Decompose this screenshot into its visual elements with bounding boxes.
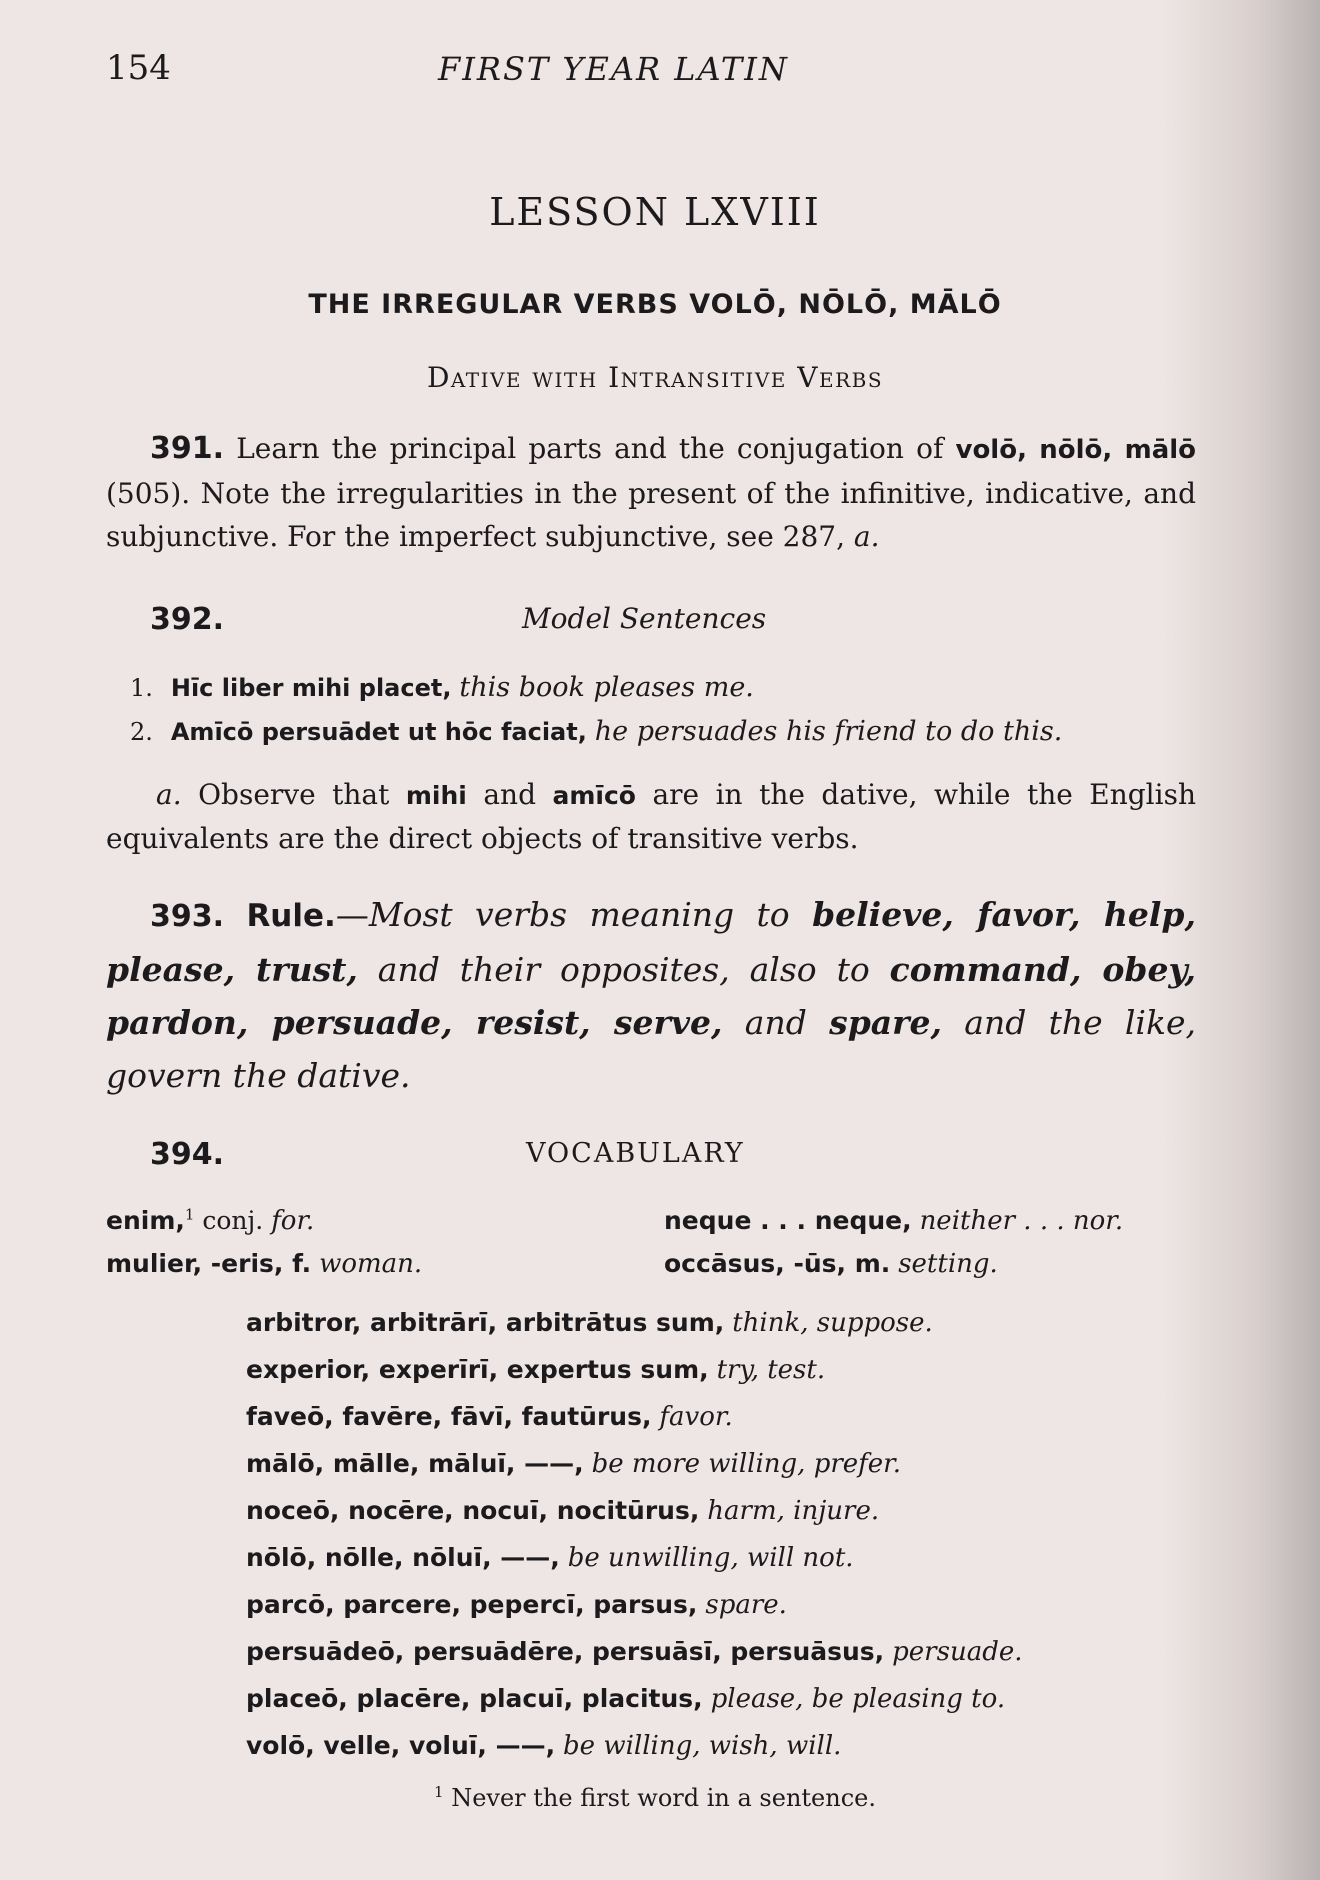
section-number-394: 394. [150, 1137, 225, 1172]
vocab-verb [246, 1684, 1022, 1731]
vocab-entry [664, 1249, 998, 1279]
section-number-392: 392. [150, 602, 225, 637]
running-title: FIRST YEAR LATIN [438, 50, 789, 88]
vocab-latin: experior, experīrī, expertus sum, [246, 1355, 709, 1384]
rule-text: and [744, 1003, 807, 1042]
vocab-verb [246, 1543, 1022, 1590]
rule-text: Most verbs meaning to [368, 895, 790, 934]
lesson-title: LESSON LXVIII [489, 190, 821, 234]
vocab-gloss: be willing, wish, will. [563, 1731, 842, 1761]
footnote-text: Never the first word in a sentence. [451, 1784, 876, 1812]
vocab-latin: mulier, -eris, f. [106, 1249, 312, 1278]
footnote-marker: 1 [184, 1205, 195, 1224]
section-text: (505). Note the irregularities in the present of the infinitive, indicative, and subjunctive. For the imperfect subjunctive, see 287, [106, 477, 1196, 553]
vocab-entry [664, 1206, 1123, 1236]
vocab-latin: arbitror, arbitrārī, arbitrātus sum, [246, 1308, 725, 1337]
vocab-latin: noceō, nocēre, nocuī, nocitūrus, [246, 1496, 700, 1525]
vocab-gloss: try, test. [716, 1355, 826, 1385]
page-number: 154 [106, 48, 171, 88]
vocab-entry [106, 1206, 314, 1236]
vocab-gloss: woman. [319, 1249, 423, 1279]
vocab-latin: nōlō, nōlle, nōluī, ——, [246, 1543, 560, 1572]
rule-verbs: spare, [829, 1003, 943, 1042]
footnote-marker: 1 [434, 1783, 444, 1801]
example-english: he persuades his friend to do this. [594, 716, 1063, 747]
section-ref: a. [853, 520, 880, 553]
section-392-note [106, 773, 1196, 860]
rule-text: and the like, govern the dative. [106, 1003, 1196, 1095]
vocab-latin: persuādeō, persuādēre, persuāsī, persuāsus, [246, 1637, 885, 1666]
section-text: Learn the principal parts and the conjugation of [236, 432, 944, 465]
rule-label: Rule. [246, 898, 336, 934]
vocab-grammar: conj. [202, 1206, 264, 1235]
rule-verbs: believe, favor, help, please, trust, [106, 895, 1196, 989]
vocab-gloss: for. [271, 1206, 315, 1236]
vocab-verb [246, 1449, 1022, 1496]
vocab-latin: neque . . . neque, [664, 1206, 912, 1235]
note-text: Observe that [198, 778, 390, 811]
vocab-verb [246, 1731, 1022, 1778]
lesson-subheading: Dative with Intransitive Verbs [426, 361, 884, 394]
vocab-entry [106, 1249, 422, 1279]
section-number: 391. [150, 431, 225, 466]
section-393-rule [106, 888, 1196, 1102]
latin-word: amīcō [552, 781, 636, 810]
vocab-verb [246, 1496, 1022, 1543]
section-391 [106, 427, 1196, 558]
rule-text: and their opposites, also to [377, 950, 870, 989]
vocab-gloss: setting. [898, 1249, 998, 1279]
footnote [0, 1784, 1310, 1812]
example-latin: Amīcō persuādet ut hōc faciat, [170, 718, 587, 746]
vocab-verb [246, 1402, 1022, 1449]
vocabulary-title: VOCABULARY [526, 1138, 745, 1169]
example-sentence [130, 672, 754, 703]
note-text: are in the dative, while the English equivalents are the direct objects of transitive verbs. [106, 778, 1196, 855]
example-sentence [130, 716, 1062, 747]
vocab-latin: parcō, parcere, pepercī, parsus, [246, 1590, 698, 1619]
vocab-gloss: think, suppose. [732, 1308, 933, 1338]
vocab-verb [246, 1355, 1022, 1402]
latin-verbs: volō, nōlō, mālō [955, 435, 1197, 465]
rule-dash: — [335, 895, 369, 934]
vocab-verb [246, 1590, 1022, 1637]
vocab-gloss: be more willing, prefer. [591, 1449, 902, 1479]
vocab-latin: volō, velle, voluī, ——, [246, 1731, 556, 1760]
vocab-latin: occāsus, -ūs, m. [664, 1249, 891, 1278]
vocab-gloss: harm, injure. [707, 1496, 880, 1526]
rule-verbs: command, obey, pardon, persuade, resist, serve, [106, 950, 1196, 1042]
vocab-verb [246, 1308, 1022, 1355]
example-latin: Hīc liber mihi placet, [170, 674, 452, 702]
example-index: 1. [130, 674, 153, 702]
note-text: and [483, 778, 537, 811]
vocab-gloss: favor. [659, 1402, 733, 1432]
verb-vocabulary-list [246, 1308, 1022, 1778]
vocab-latin: placeō, placēre, placuī, placitus, [246, 1684, 703, 1713]
vocab-gloss: neither . . . nor. [919, 1206, 1124, 1236]
vocab-gloss: persuade. [892, 1637, 1023, 1667]
latin-word: mihi [405, 781, 467, 810]
vocab-latin: enim, [106, 1206, 185, 1235]
vocab-latin: faveō, favēre, fāvī, fautūrus, [246, 1402, 652, 1431]
section-number: 393. [150, 899, 225, 934]
vocab-gloss: spare. [705, 1590, 787, 1620]
example-index: 2. [130, 718, 153, 746]
vocab-gloss: be unwilling, will not. [567, 1543, 854, 1573]
note-label: a. [156, 778, 182, 811]
vocab-gloss: please, be pleasing to. [710, 1684, 1006, 1714]
vocab-latin: mālō, mālle, māluī, ——, [246, 1449, 584, 1478]
vocab-verb [246, 1637, 1022, 1684]
example-english: this book pleases me. [459, 672, 754, 703]
lesson-subtitle: THE IRREGULAR VERBS VOLŌ, NŌLŌ, MĀLŌ [308, 289, 1002, 320]
model-sentences-title: Model Sentences [522, 602, 767, 635]
